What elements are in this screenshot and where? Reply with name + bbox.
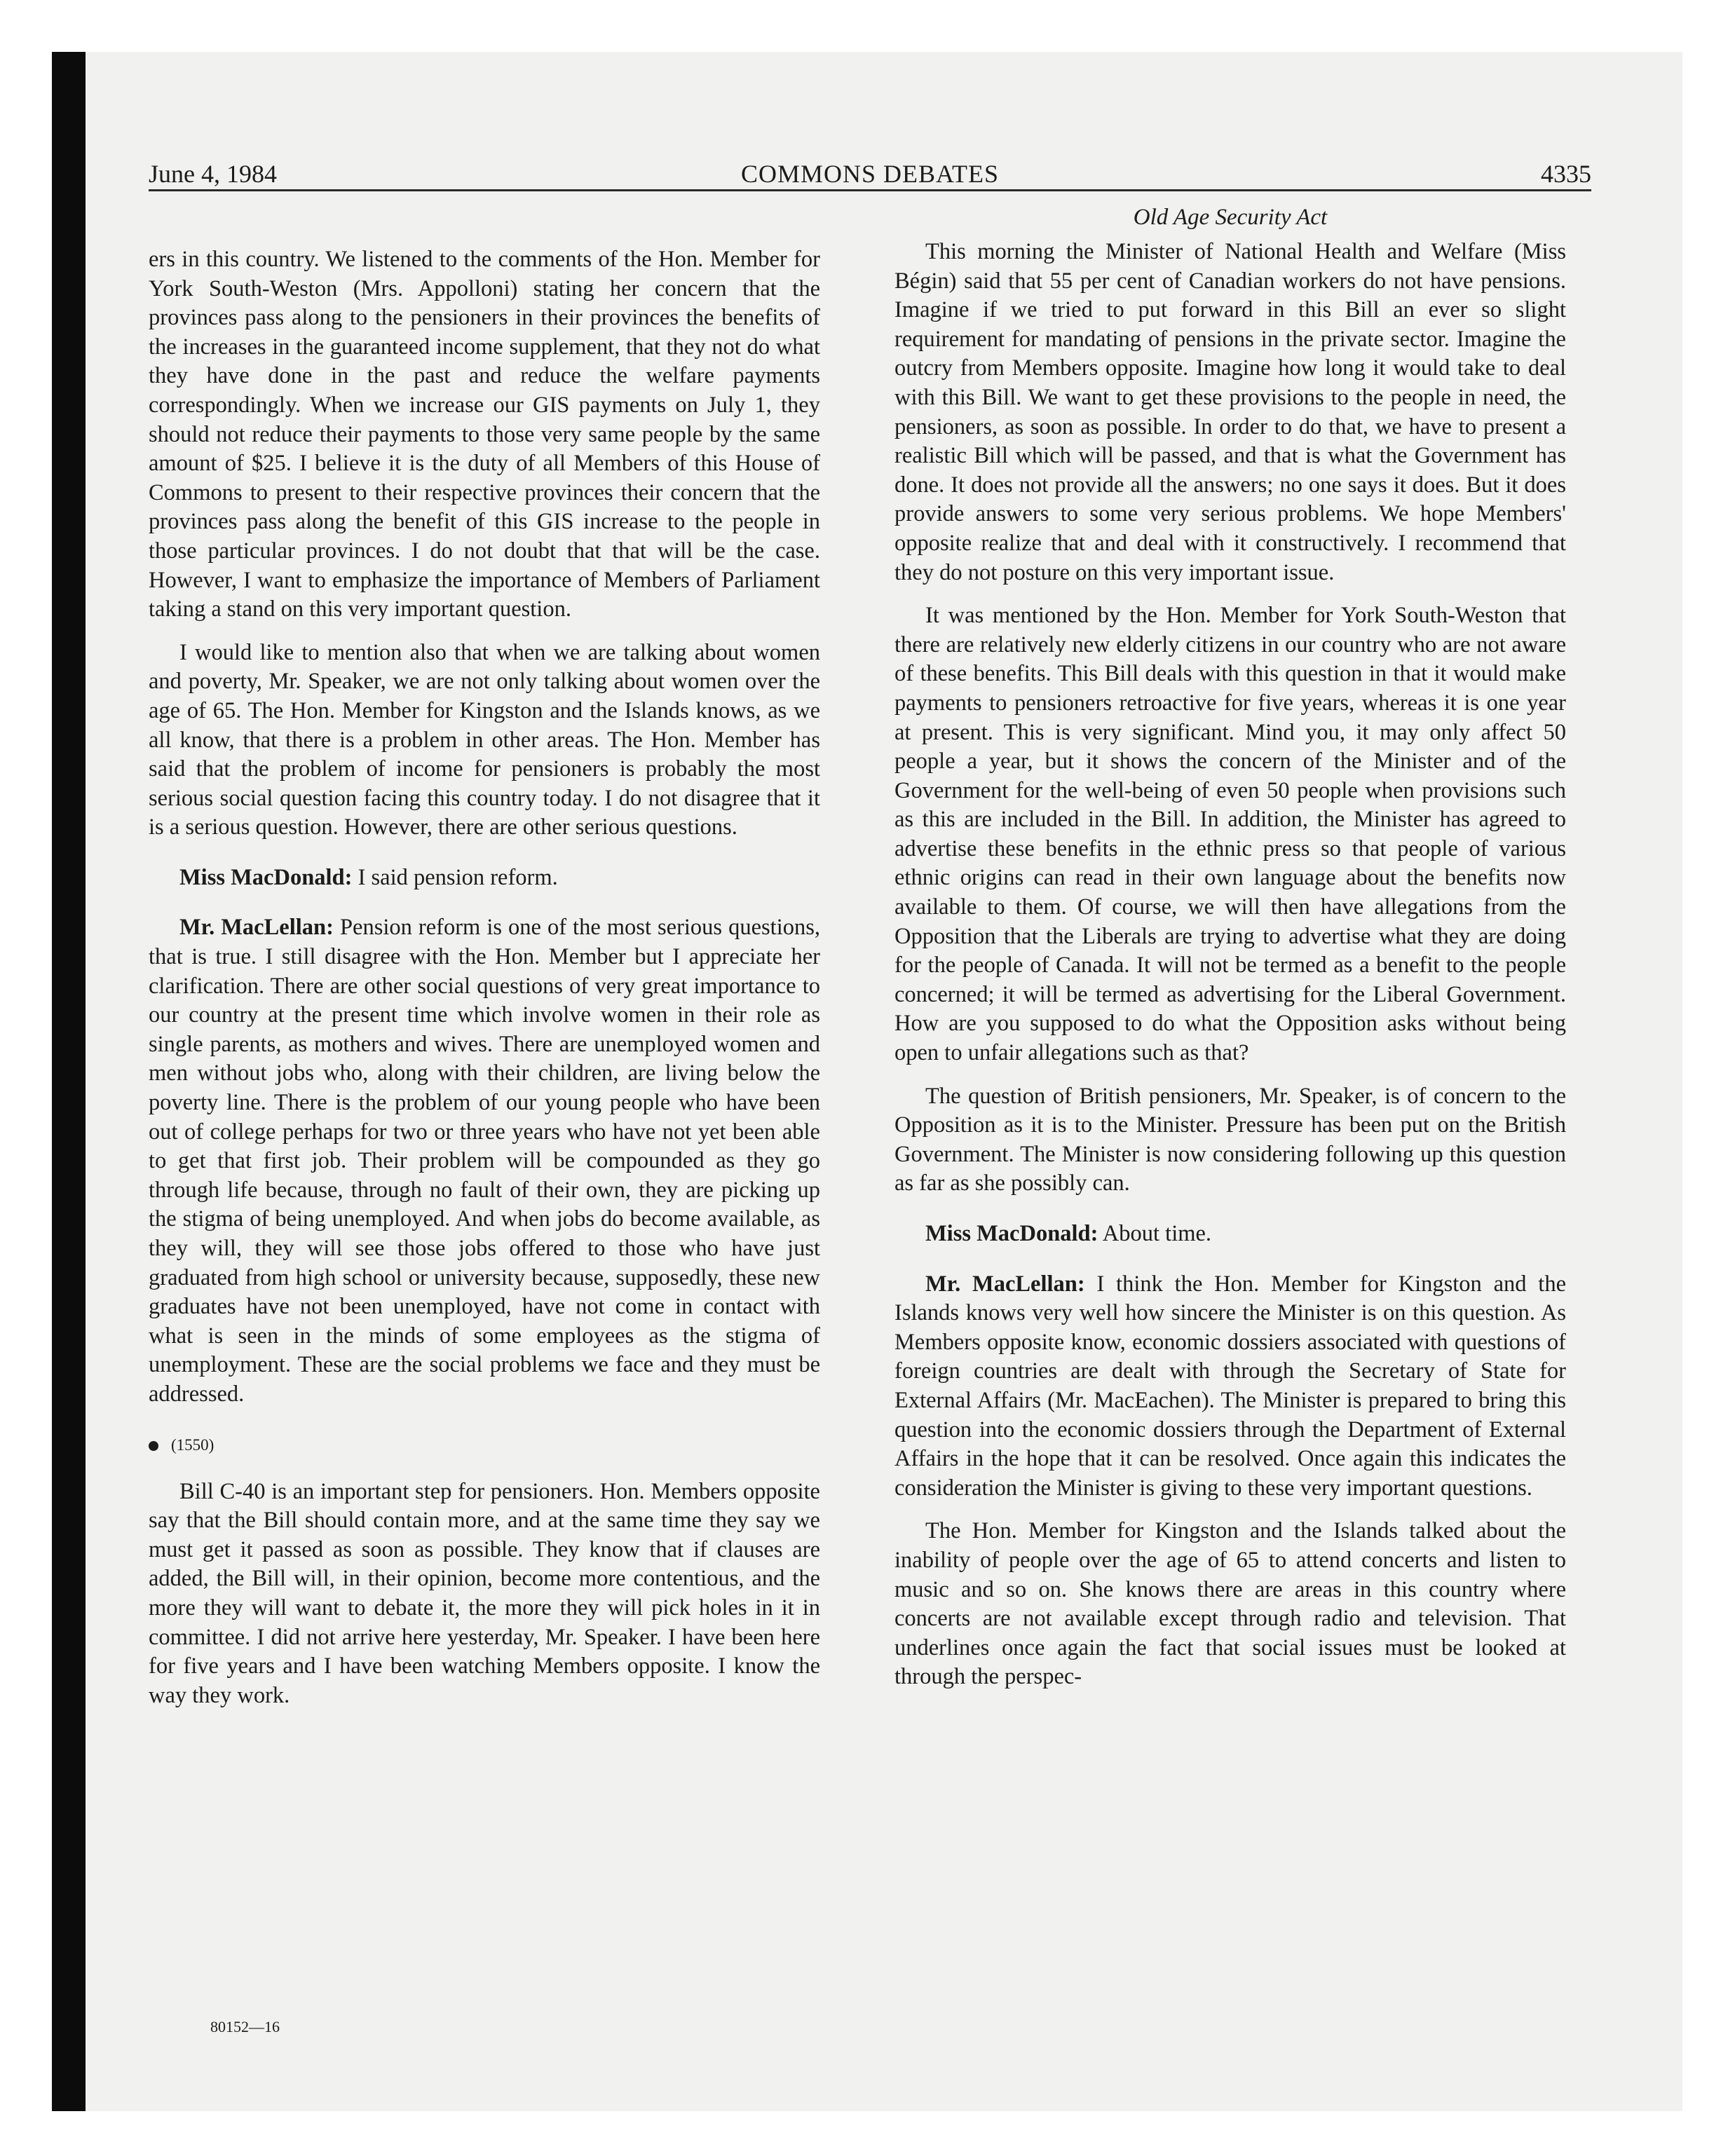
paragraph: The question of British pensioners, Mr. Speaker, is of concern to the Opposition as it is to the Minister. Pressure has been put on the British Government. The Minister is now considering following up this question as far as she possibly can. bbox=[894, 1083, 1566, 1196]
page-header bbox=[149, 147, 1591, 191]
paragraph: I would like to mention also that when we are talking about women and poverty, Mr. Speaker, we are not only talking about women over the age of 65. The Hon. Member for Kingston and the Islands knows, as we all know, that there is a problem in other areas. The Hon. Member has said that the problem of income for pensioners is probably the most serious social question facing this country today. I do not disagree that it is a serious question. However, there are other serious questions. bbox=[149, 639, 820, 840]
binding-edge bbox=[52, 52, 86, 2111]
paragraph: The Hon. Member for Kingston and the Islands talked about the inability of people over the age of 65 to attend concerts and listen to music and so on. She knows there are areas in this country where concerts are not available except through radio and television. That underlines once again the fact that social issues must be looked at through the perspec- bbox=[894, 1518, 1566, 1690]
paragraph: This morning the Minister of National Health and Welfare (Miss Bégin) said that 55 per cent of Canadian workers do not have pensions. Imagine if we tried to put forward in this Bill an ever so slight requirement for mandating of pensions in the private sector. Imagine the outcry from Members opposite. Imagine how long it would take to deal with this Bill. We want to get these provisions to the people in need, the pensioners, as soon as possible. In order to do that, we have to present a realistic Bill which will be passed, and that is what the Government has done. It does not provide all the answers; no one says it does. But it does provide answers to some very serious problems. We hope Members' opposite realize that and deal with it constructively. I recommend that they do not posture on this very important issue. bbox=[894, 239, 1566, 585]
header-date: June 4, 1984 bbox=[149, 160, 277, 188]
speaker-name: Mr. MacLellan: bbox=[179, 915, 334, 941]
speech-paragraph bbox=[149, 864, 820, 893]
speaker-name: Miss MacDonald: bbox=[925, 1221, 1098, 1246]
header-title: COMMONS DEBATES bbox=[740, 160, 1000, 188]
speech-text: Pension reform is one of the most serious questions, that is true. I still disagree with the Hon. Member but I appreciate her clarification. There are other social questions of very great importance to our country at the present time which involve women in their role as single parents, as mothers and wives. There are unemployed women and men without jobs who, along with their children, are living below the poverty line. There is the problem of our young people who have been out of college perhaps for two or three years who have not yet been able to get that first job. Their problem will be compounded as they go through life because, through no fault of their own, they are picking up the stigma of being unemployed. And when jobs do become available, as they will, they will see those jobs offered to those who have just graduated from high school or university because, supposedly, these new graduates have not been unemployed, have not come in contact with what is seen in the minds of some employees as the stigma of unemployment. These are the social problems we face and they must be addressed. bbox=[149, 915, 820, 1407]
paragraph: It was mentioned by the Hon. Member for York South-Weston that there are relatively new elderly citizens in our country who are not aware of these benefits. This Bill deals with this question in that it would make payments to pensioners retroactive for five years, whereas it is one year at present. This is very significant. Mind you, it may only affect 50 people a year, but it shows the concern of the Minister and of the Government for the well-being of even 50 people when provisions such as this are included in the Bill. In addition, the Minister has agreed to advertise these benefits in the ethnic press so that people of various ethnic origins can read in their own language about the benefits now available to them. Of course, we will then have allegations from the Opposition that the Liberals are trying to advertise what they are doing for the people of Canada. It will not be termed as a benefit to the people concerned; it will be termed as advertising for the Liberal Government. How are you supposed to do what the Opposition asks without being open to unfair allegations such as that? bbox=[894, 603, 1566, 1066]
bullet-icon bbox=[149, 1441, 158, 1451]
document-page bbox=[149, 147, 1591, 1708]
speech-paragraph bbox=[894, 1220, 1566, 1249]
footer-code: 80152—16 bbox=[210, 2018, 280, 2035]
time-marker bbox=[149, 1431, 820, 1459]
paragraph: ers in this country. We listened to the comments of the Hon. Member for York South-Weston (Mrs. Appolloni) stating her concern that the provinces pass along to the pensioners in their provinces the benefits of the increases in the guaranteed income supplement, that they not do what they have done in the past and reduce the welfare payments correspondingly. When we increase our GIS payments on July 1, they should not reduce their payments to those very same people by the same amount of $25. I believe it is the duty of all Members of this House of Commons to present to their respective provinces their concern that the provinces pass along the benefit of this GIS increase to the people in those particular provinces. I do not doubt that that will be the case. However, I want to emphasize the importance of Members of Parliament taking a stand on this very important question. bbox=[149, 247, 820, 622]
speech-text: I said pension reform. bbox=[352, 864, 558, 890]
speaker-name: Mr. MacLellan: bbox=[925, 1271, 1085, 1297]
running-title: Old Age Security Act bbox=[1133, 205, 1328, 230]
left-column bbox=[149, 245, 820, 1724]
paragraph: Bill C-40 is an important step for pensioners. Hon. Members opposite say that the Bill should contain more, and at the same time they say we must get it passed as soon as possible. They know that if clauses are added, the Bill will, in their opinion, become more contentious, and the more they will want to debate it, the more they will pick holes in it in committee. I did not arrive here yesterday, Mr. Speaker. I have been here for five years and I have been watching Members opposite. I know the way they work. bbox=[149, 1478, 820, 1708]
header-page-number: 4335 bbox=[1541, 160, 1591, 188]
right-column bbox=[894, 203, 1566, 1706]
speaker-name: Miss MacDonald: bbox=[179, 864, 353, 890]
speech-paragraph bbox=[149, 913, 820, 1409]
time-marker-text: (1550) bbox=[171, 1435, 215, 1454]
speech-paragraph bbox=[894, 1270, 1566, 1503]
speech-text: I think the Hon. Member for Kingston and the Islands knows very well how sincere the Minister is on this question. As Members opposite know, economic dossiers associated with questions of foreign countries are dealt with through the Secretary of State for External Affairs (Mr. MacEachen). The Minister is prepared to bring this question into the economic dossiers through the Department of External Affairs in the hope that it can be resolved. Once again this indicates the consideration the Minister is giving to these very important questions. bbox=[894, 1271, 1566, 1501]
speech-text: About time. bbox=[1098, 1221, 1212, 1246]
